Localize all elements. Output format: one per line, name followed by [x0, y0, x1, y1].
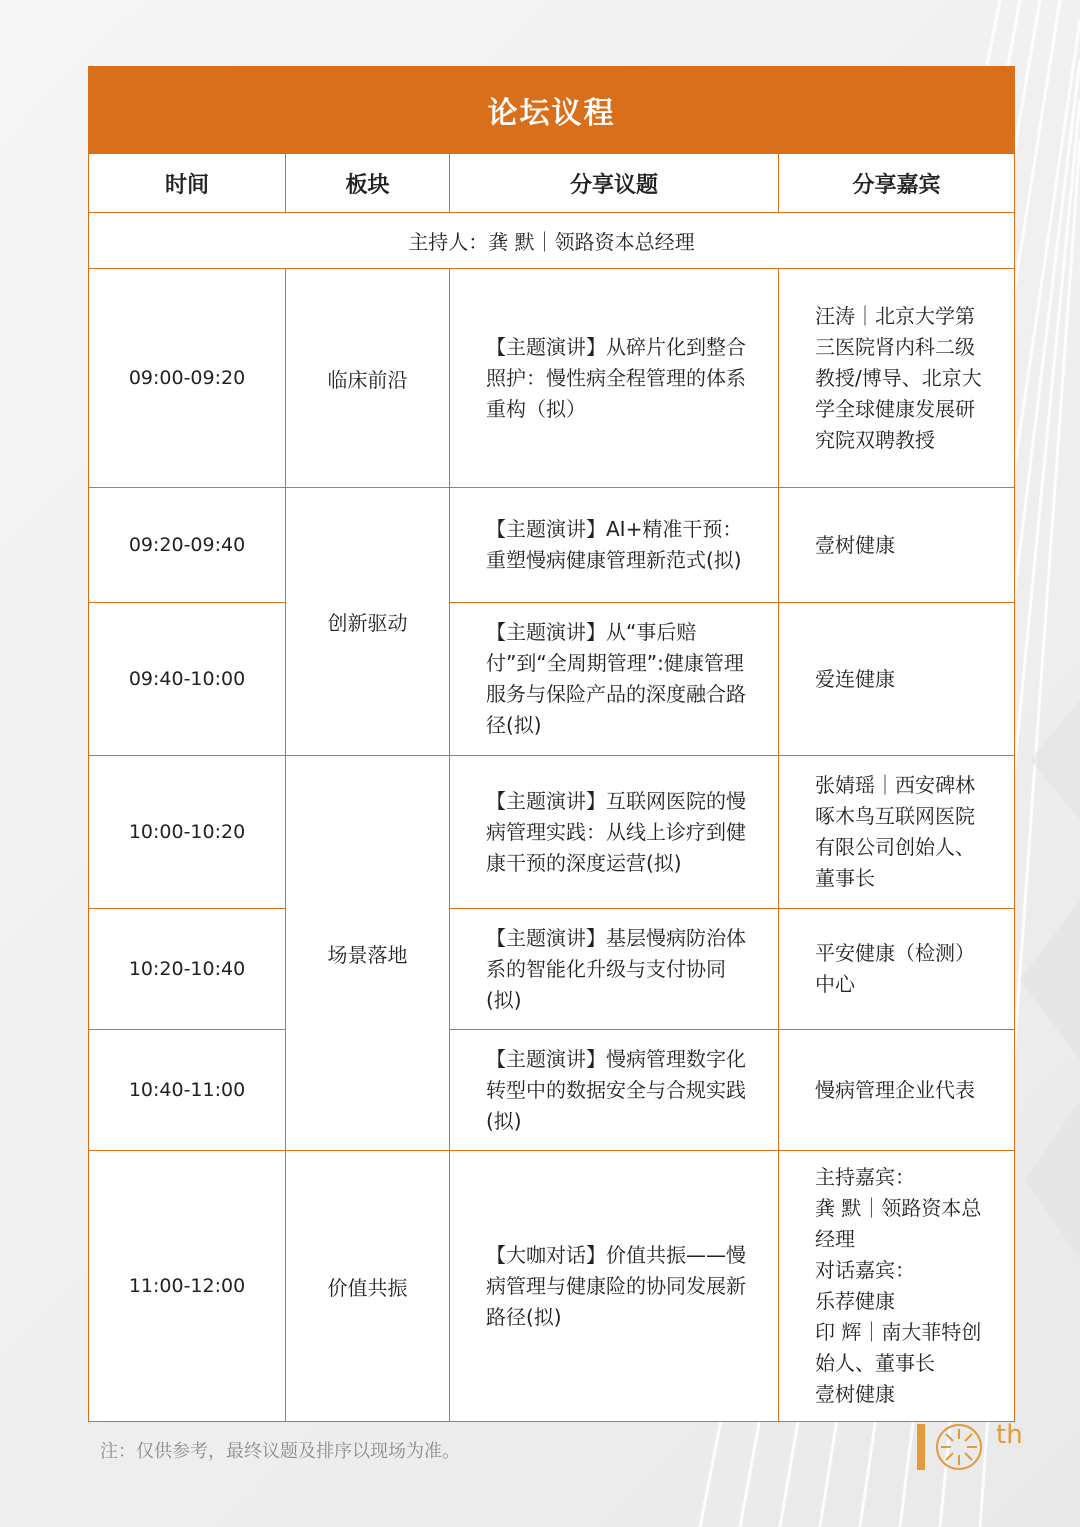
table-row [89, 603, 1015, 756]
speaker-cell [779, 1030, 1015, 1151]
agenda-table [88, 66, 1015, 1422]
topic-text: 【主题演讲】基层慢病防治体系的智能化升级与支付协同(拟) [486, 925, 746, 1012]
block-cell: 价值共振 [286, 1151, 450, 1422]
header-block: 板块 [286, 154, 450, 213]
speaker-text: 汪涛｜北京大学第三医院肾内科二级教授/博导、北京大学全球健康发展研究院双聘教授 [815, 303, 982, 452]
block-cell: 场景落地 [286, 756, 450, 1151]
header-topic: 分享议题 [450, 154, 779, 213]
header-time: 时间 [89, 154, 286, 213]
speaker-cell [779, 756, 1015, 909]
topic-cell [450, 488, 779, 603]
speaker-text: 平安健康（检测）中心 [815, 941, 975, 996]
time-cell: 10:40-11:00 [89, 1030, 286, 1151]
speaker-text: 爱连健康 [815, 666, 895, 691]
topic-cell [450, 1030, 779, 1151]
table-row [89, 269, 1015, 488]
speaker-cell [779, 909, 1015, 1030]
speaker-cell [779, 488, 1015, 603]
table-row [89, 1151, 1015, 1422]
time-cell: 09:00-09:20 [89, 269, 286, 488]
topic-cell [450, 756, 779, 909]
time-cell: 09:20-09:40 [89, 488, 286, 603]
speaker-text: 壹树健康 [815, 532, 895, 557]
time-cell: 09:40-10:00 [89, 603, 286, 756]
logo-suffix: th [996, 1420, 1023, 1450]
table-row [89, 1030, 1015, 1151]
topic-text: 【主题演讲】从“事后赔付”到“全周期管理”:健康管理服务与保险产品的深度融合路径(拟) [486, 620, 746, 737]
time-cell: 10:20-10:40 [89, 909, 286, 1030]
topic-text: 【大咖对话】价值共振——慢病管理与健康险的协同发展新路径(拟) [486, 1242, 746, 1329]
table-row [89, 488, 1015, 603]
topic-cell [450, 1151, 779, 1422]
speaker-text: 主持嘉宾： 龚 默｜领路资本总经理 对话嘉宾： 乐荐健康 印 辉｜南大菲特创始人、董事长 壹树健康 [815, 1165, 982, 1406]
topic-text: 【主题演讲】慢病管理数字化转型中的数据安全与合规实践(拟) [486, 1046, 746, 1133]
time-cell: 10:00-10:20 [89, 756, 286, 909]
topic-cell [450, 603, 779, 756]
host-row: 主持人：龚 默｜领路资本总经理 [89, 213, 1015, 269]
table-row [89, 756, 1015, 909]
speaker-cell [779, 603, 1015, 756]
table-row [89, 909, 1015, 1030]
speaker-cell [779, 1151, 1015, 1422]
speaker-cell [779, 269, 1015, 488]
block-cell: 创新驱动 [286, 488, 450, 756]
topic-text: 【主题演讲】从碎片化到整合照护：慢性病全程管理的体系重构（拟） [486, 334, 746, 421]
topic-cell [450, 909, 779, 1030]
topic-text: 【主题演讲】互联网医院的慢病管理实践：从线上诊疗到健康干预的深度运营(拟) [486, 788, 746, 875]
time-cell: 11:00-12:00 [89, 1151, 286, 1422]
speaker-text: 慢病管理企业代表 [815, 1077, 975, 1102]
speaker-text: 张婧瑶｜西安碑林啄木鸟互联网医院有限公司创始人、董事长 [815, 773, 975, 890]
topic-text: 【主题演讲】AI+精准干预：重塑慢病健康管理新范式(拟) [486, 517, 743, 572]
footnote: 注：仅供参考，最终议题及排序以现场为准。 [100, 1441, 460, 1462]
header-speaker: 分享嘉宾 [779, 154, 1015, 213]
block-cell: 临床前沿 [286, 269, 450, 488]
topic-cell [450, 269, 779, 488]
agenda-title: 论坛议程 [89, 67, 1015, 154]
